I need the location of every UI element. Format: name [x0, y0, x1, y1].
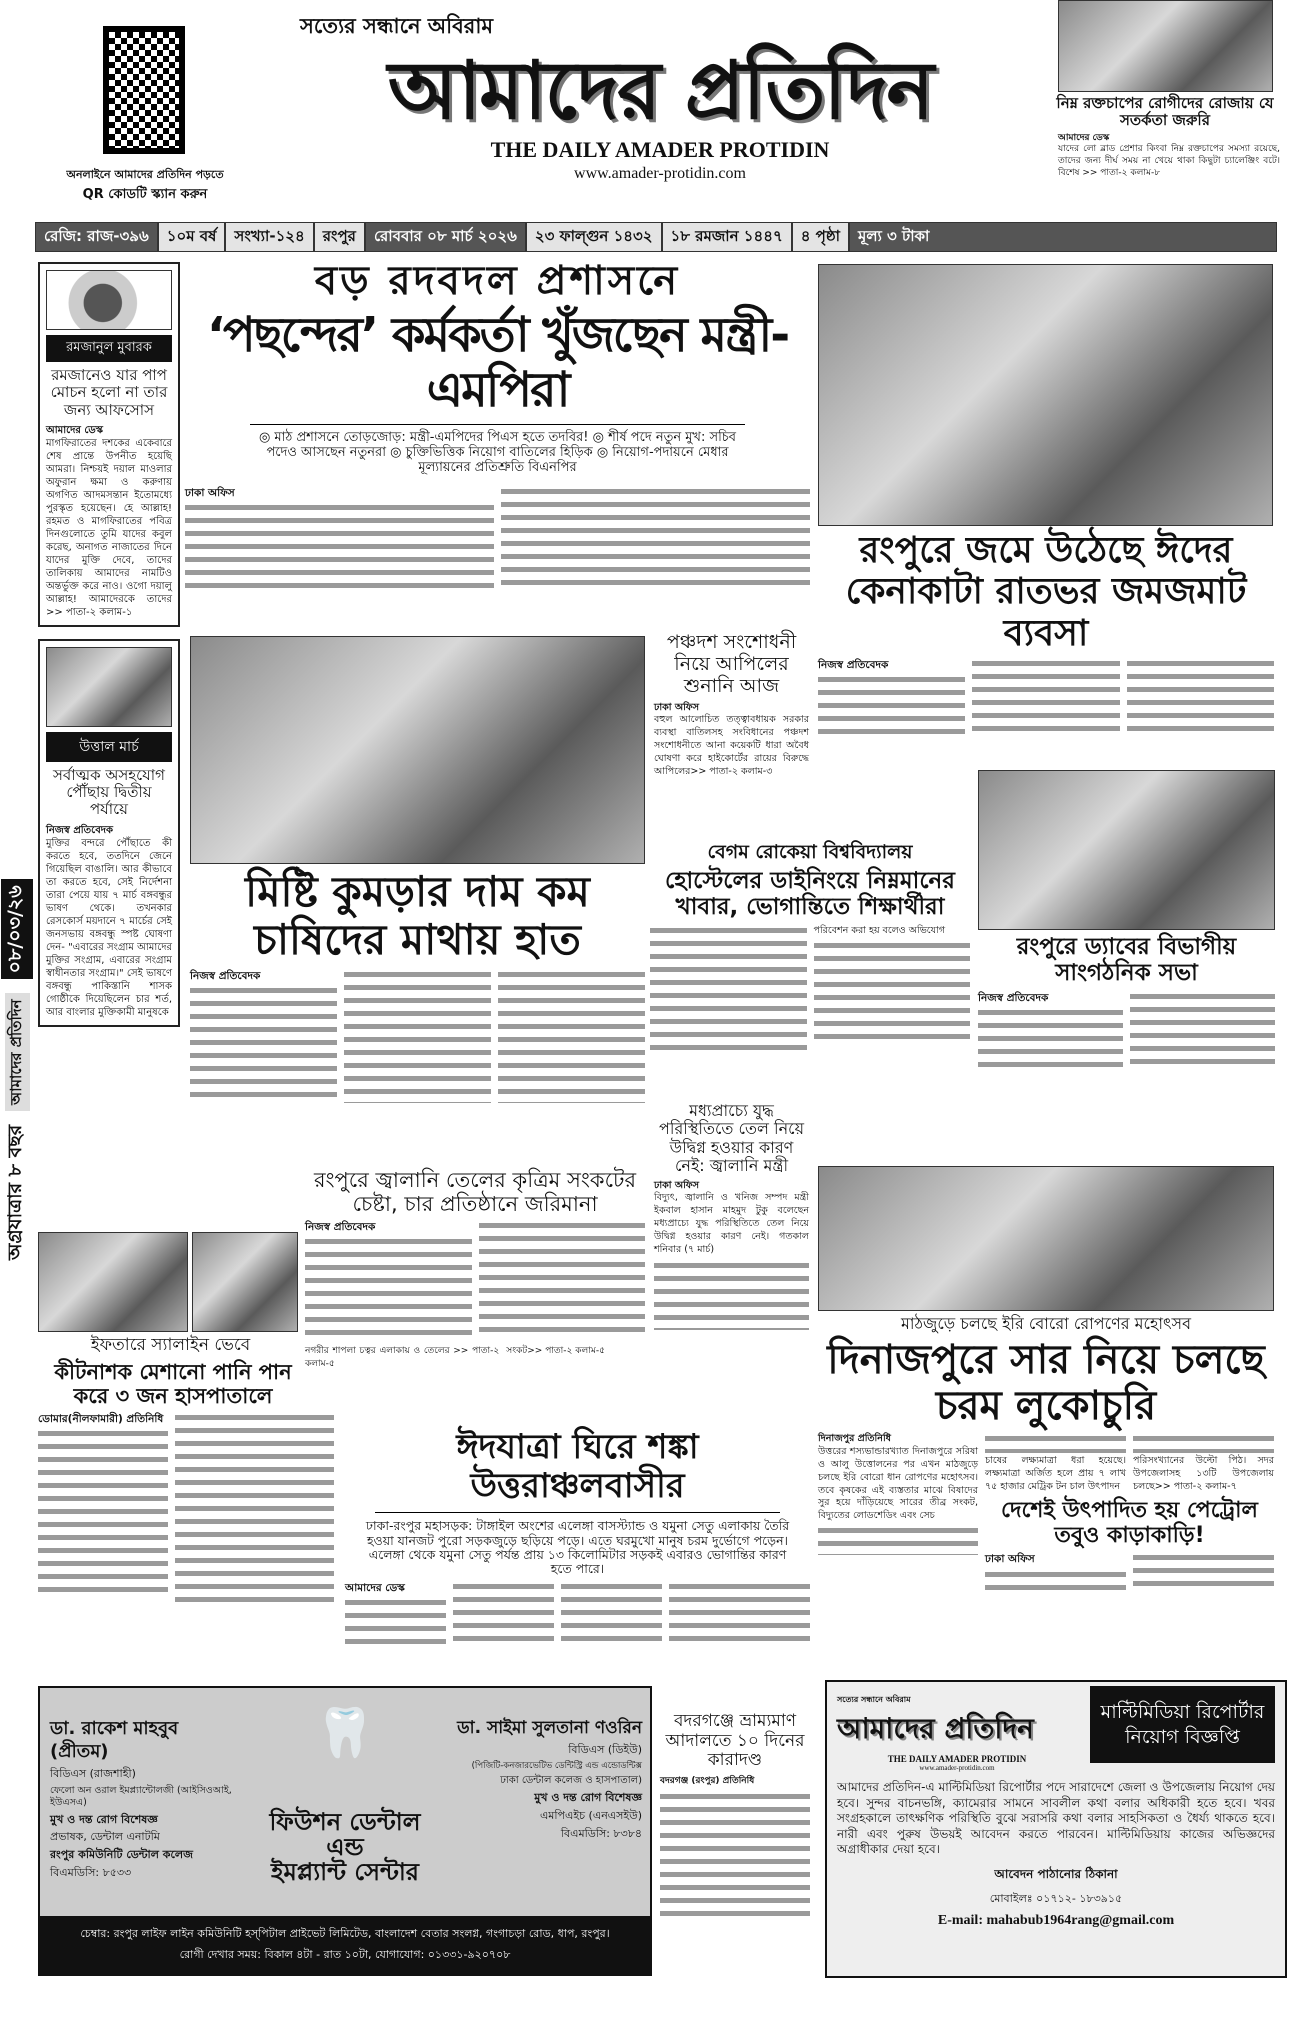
eid-travel-body	[453, 1581, 554, 1645]
article-body: মাগফিরাতের দশকের একেবারে শেষ প্রান্তে উপনীত হয়েছি আমরা। নিশ্চয়ই দয়াল মাওলার অফুরান ক্ষমা ও করুণায় অগণিত আদমসন্তান ইতোমধ্যে পুরস্কৃত হয়েছেন। হে আল্লাহ! রহমত ও মাগফিরাতের পবিত্র দিনগুলোতে তুমি যাদের কবুল করেছ, অনাগত নাজাতের দিনে যাদের মুক্তি দেবে, তাদের তালিকায় আমাদের নামটিও অন্তর্ভুক্ত করে নাও। ওগো দয়ালু আল্লাহ! আমাদেরকে তাদের >> পাতা-২ কলাম-১	[46, 437, 172, 618]
dental-ad[interactable]	[38, 1686, 652, 1976]
eid-travel-headline[interactable]: ঈদযাত্রা ঘিরে শঙ্কা উত্তরাঞ্চলবাসীর	[456, 1427, 699, 1507]
doctor-1-line: রংপুর কমিউনিটি ডেন্টাল কলেজ	[50, 1848, 193, 1861]
divider	[375, 1512, 780, 1513]
byline: নিজস্ব প্রতিবেদক	[305, 1221, 376, 1234]
brur-kicker: বেগম রোকেয়া বিশ্ববিদ্যালয়	[707, 841, 913, 863]
doctor-1-name: ডা. রাকেশ মাহবুব (প্রীতম)	[50, 1718, 179, 1762]
brur-article-body	[814, 940, 971, 1044]
brur-headline[interactable]: হোস্টেলের ডাইনিংয়ে নিম্নমানের খাবার, ভোগান্তিতে শিক্ষার্থীরা	[665, 867, 955, 921]
ramadan-article	[46, 424, 172, 619]
top-right-story	[1050, 0, 1280, 179]
eid-shopping-body	[972, 658, 1119, 736]
masthead-title: আমাদের প্রতিদিন	[387, 44, 933, 137]
center-name-line: ফিউশন ডেন্টাল	[269, 1808, 421, 1836]
eid-market-photo	[818, 264, 1273, 526]
qr-caption	[60, 166, 230, 206]
doctor-2-line: এমপিএইচ (এনএসইউ)	[539, 1808, 642, 1822]
dinajpur-article	[818, 1433, 978, 1523]
top-right-headline[interactable]: নিম্ন রক্তচাপের রোগীদের রোজায় যে সতর্কতা জরুরি	[1056, 94, 1274, 130]
rice-caption: মাঠজুড়ে চলছে ইরি বোরো রোপণের মহোৎসব	[900, 1314, 1192, 1333]
dental-center-name	[242, 1810, 448, 1886]
lead-article-body	[185, 502, 494, 592]
logo-title: আমাদের প্রতিদিন	[837, 1712, 1034, 1745]
byline: আমাদের ডেস্ক	[1058, 132, 1110, 143]
ramadan-tag: রমজানুল মুবারক	[46, 335, 172, 362]
lead-story	[185, 258, 810, 592]
doctor-2-line: (পিজিটি-কনজারভেটিভ ডেন্টিস্ট্রি এন্ড এন্ডোডন্টিক্স	[471, 1761, 642, 1771]
article-body: মুক্তির বন্দরে পৌঁছাতে কী করতে হবে, ততদিনে জেনে গিয়েছিল বাঙালি। আর কীভাবে তা করতে হবে, সেই নির্দেশনা তারা পেয়ে যায় ৭ মার্চ বঙ্গবন্ধুর ভাষণ থেকে। তখনকার রেসকোর্স ময়দানে ৭ মার্চের সেই জনসভায় বঙ্গবন্ধু স্পষ্ট ঘোষণা দেন- "এবারের সংগ্রাম আমাদের মুক্তির সংগ্রাম, এবারের সংগ্রাম স্বাধীনতার সংগ্রাম।" সেই ভাষণে বঙ্গবন্ধু পাকিস্তানি শাসক গোষ্ঠীকে দিয়েছিলেন চার শর্ত, আর বাংলার মুক্তিকামী মানুষকে	[46, 837, 172, 1018]
rice-planting-photo	[818, 1166, 1274, 1311]
dab-story	[978, 770, 1275, 1067]
pumpkin-farmer-photo	[190, 636, 645, 864]
registration: রেজি: রাজ-৩৯৬	[36, 223, 159, 251]
article-body: উত্তরের শস্যভান্ডারখ্যাত দিনাজপুরে সরিষা ও আলু উত্তোলনের পর এখন মাঠজুড়ে চলছে ইরি বোরো ধান রোপণের মহোৎসব। তবে কৃষকের এই ব্যস্ততার মাঝে বিষাদের সুর হয়ে দাঁড়িয়েছে সারের তীব্র সংকট, বিদ্যুতের লোডশেডিং এবং সেচ	[818, 1446, 978, 1522]
pumpkin-headline[interactable]: মিষ্টি কুমড়ার দাম কম চাষিদের মাথায় হাত	[245, 867, 590, 965]
eid-shopping-body	[1127, 658, 1274, 736]
petrol-byline	[985, 1552, 1126, 1566]
pumpkin-article-body	[498, 969, 645, 1103]
logo-website: www.amader-protidin.com	[919, 1764, 995, 1772]
byline: ঢাকা অফিস	[654, 1179, 700, 1191]
dab-byline	[978, 991, 1123, 1005]
fuel-article-body	[479, 1220, 646, 1340]
eid-shopping-byline	[818, 658, 965, 672]
badarganj-story	[660, 1712, 810, 1921]
job-ad-body: আমাদের প্রতিদিন-এ মাল্টিমিডিয়া রিপোর্টার পদে সারাদেশে জেলা ও উপজেলায় নিয়োগ দেয় হবে। সুন্দর বাচনভঙ্গি, ক্যামেরার সামনে সাবলীল কথা বলার অধিকারী হতে হবে। খবর সংগ্রহকালে তাৎক্ষণিক পরিস্থিতি বুঝে সরাসরি কথা বলার সাহসিকতা ও ধৈর্য্য থাকতে হবে। নারী এবং পুরুষ উভয়ই আবেদন করতে পারবেন। মাল্টিমিডিয়ায় কাজের অভিজ্ঞদের অগ্রাধীকার দেয়া হবে।	[837, 1780, 1275, 1857]
lead-headline[interactable]: ‘পছন্দের’ কর্মকর্তা খুঁজছেন মন্ত্রী-এমপিরা	[206, 307, 789, 419]
anniversary-date: ০৮/০৩/২৬	[1, 879, 33, 979]
middle-east-headline[interactable]: মধ্যপ্রাচ্যে যুদ্ধ পরিস্থিতিতে তেল নিয়ে উদ্বিগ্ন হওয়ার কারণ নেই: জ্বালানি মন্ত্রী	[659, 1101, 804, 1176]
doctor-1-line: প্রভাষক, ডেন্টাল এনাটমি	[50, 1830, 160, 1844]
byline: বদরগঞ্জ (রংপুর) প্রতিনিধি	[660, 1775, 755, 1786]
poison-byline	[38, 1412, 168, 1426]
doctor-2-line: বিডিএস (ডিইউ)	[568, 1743, 642, 1757]
fuel-article-body	[305, 1236, 472, 1341]
anniversary-strip	[2, 690, 32, 1260]
byline: দিনাজপুর প্রতিনিধি	[818, 1433, 891, 1445]
eid-travel-body	[669, 1581, 810, 1645]
dental-ad-footer	[40, 1916, 650, 1974]
lead-article-body	[501, 486, 810, 591]
ramadan-headline[interactable]: রমজানেও যার পাপ মোচন হলো না তার জন্য আফসোস	[50, 366, 168, 419]
date-bengali: ২৩ ফাল্গুন ১৪৩২	[527, 223, 663, 251]
doctor-1-line: মুখ ও দন্ত রোগ বিশেষজ্ঞ	[50, 1812, 158, 1826]
doctor-2-name: ডা. সাইমা সুলতানা ণওরিন	[457, 1718, 642, 1738]
middle-east-article	[654, 1180, 809, 1257]
fuel-jump[interactable]: সংকট>> পাতা-২ কলাম-৫	[506, 1346, 605, 1357]
lead-deck: ◎ মাঠ প্রশাসনে তোড়জোড়: মন্ত্রী-এমপিদের পিএস হতে তদবির! ◎ শীর্ষ পদে নতুন মুখ: সচিব পদেও আসছেন নতুনরা ◎ চুক্তিভিত্তিক নিয়োগ বাতিলের হিড়িক ◎ নিয়োগ-পদায়নে মেধার মূল্যায়নের প্রতিশ্রুতি বিএনপির	[258, 430, 737, 476]
masthead-slogan: সত্যের সন্ধানে অবিরাম	[300, 14, 494, 38]
dab-meeting-photo	[978, 770, 1275, 930]
job-ad-title	[1090, 1686, 1275, 1763]
petrol-article-body	[985, 1569, 1126, 1595]
logo-english: THE DAILY AMADER PROTIDIN	[887, 1754, 1027, 1764]
dab-headline[interactable]: রংপুরে ড্যাবের বিভাগীয় সাংগঠনিক সভা	[1016, 934, 1237, 987]
article-body: বহুল আলোচিত তত্ত্বাবধায়ক সরকার ব্যবস্থা বাতিলসহ সংবিধানের পঞ্চদশ সংশোধনীতে আনা কয়েকটি ধারা অবৈধ ঘোষণা করে হাইকোর্টের রায়ের বিরুদ্ধে আপিলের>> পাতা-২ কলাম-৩	[654, 714, 809, 777]
lead-byline	[185, 486, 494, 500]
uttal-article	[46, 824, 172, 1019]
job-ad-mobile[interactable]: মোবাইলঃ ০১৭১২- ১৮৩৯১৫	[989, 1891, 1123, 1905]
badarganj-article-body	[660, 1791, 810, 1921]
dab-article-body	[1130, 991, 1275, 1065]
eid-shopping-story	[818, 530, 1274, 738]
byline: ঢাকা অফিস	[185, 487, 235, 500]
fuel-headline[interactable]: রংপুরে জ্বালানি তেলের কৃত্রিম সংকটের চেষ্টা, চার প্রতিষ্ঠানে জরিমানা	[313, 1168, 637, 1217]
uttal-tag: উত্তাল মার্চ	[46, 732, 172, 762]
dinajpur-article-body	[818, 1525, 978, 1555]
eid-shopping-headline[interactable]: রংপুরে জমে উঠেছে ঈদের কেনাকাটা রাতভর জমজমাট ব্যবসা	[845, 530, 1247, 654]
issue-info-bar	[35, 222, 1277, 252]
dinajpur-body-col2: চাষের লক্ষ্যমাত্রা ধরা হয়েছে। লক্ষ্যমাত্রা অর্জিত হলে প্রায় ৭ লাখ ৭৫ হাজার মেট্রিক টন চাল উৎপাদন	[985, 1455, 1126, 1493]
doctor-1	[50, 1718, 236, 1880]
hospital-patient-photo	[38, 1232, 188, 1332]
left-column	[38, 262, 180, 1027]
blood-pressure-photo	[1058, 0, 1273, 92]
byline: ঢাকা অফিস	[985, 1553, 1035, 1566]
job-title-line: নিয়োগ বিজ্ঞপ্তি	[1125, 1725, 1240, 1748]
dinajpur-headline[interactable]: দিনাজপুরে সার নিয়ে চলছে চরম লুকোচুরি	[827, 1337, 1265, 1430]
middle-east-story	[654, 1102, 809, 1330]
amendment-headline[interactable]: পঞ্চদশ সংশোধনী নিয়ে আপিলের শুনানি আজ	[666, 631, 797, 697]
amendment-article	[654, 702, 809, 779]
date-hijri: ১৮ রমজান ১৪৪৭	[663, 223, 793, 251]
chamber-address: চেম্বার: রংপুর লাইফ লাইন কমিউনিটি হস্‌পিটাল প্রাইভেট লিমিটেড, বাংলাদেশ বেতার সংলগ্ন, গংগাচড়া রোড, ধাপ, রংপুর।	[80, 1927, 610, 1940]
uttal-march-box	[38, 639, 180, 1027]
page-count: ৪ পৃষ্ঠা	[793, 223, 850, 251]
masthead	[290, 10, 1030, 183]
amendment-story	[654, 632, 809, 778]
poison-headline[interactable]: কীটনাশক মেশানো পানি পান করে ৩ জন হাসপাতালে	[54, 1359, 292, 1408]
job-title-line: মাল্টিমিডিয়া রিপোর্টার	[1100, 1701, 1265, 1723]
brur-story	[650, 842, 970, 1055]
top-right-article	[1050, 133, 1280, 180]
byline: নিজস্ব প্রতিবেদক	[978, 991, 1049, 1004]
job-ad-logo	[837, 1686, 1077, 1772]
eid-travel-byline	[345, 1581, 446, 1595]
byline: নিজস্ব প্রতিবেদক	[46, 824, 114, 836]
dinajpur-body-col3: পরিসংখ্যানের উল্টো পিঠ। সদর উপজেলাসহ ১৩টি উপজেলায় চলছে>> পাতা-২ কলাম-৭	[1133, 1455, 1274, 1493]
uttal-headline[interactable]: সর্বাত্মক অসহযোগ পৌঁছায় দ্বিতীয় পর্যায়ে	[53, 765, 165, 819]
pumpkin-article-body	[344, 969, 491, 1103]
anniversary-text: অগ্রযাত্রার ৮ বছর	[4, 1124, 26, 1260]
divider	[250, 424, 745, 425]
issue-number: সংখ্যা-১২৪	[226, 223, 314, 251]
date-gregorian: রোববার ০৮ মার্চ ২০২৬	[366, 223, 527, 251]
byline: আমাদের ডেস্ক	[345, 1581, 405, 1594]
poison-article-body	[175, 1412, 334, 1602]
doctor-2	[454, 1718, 642, 1840]
qr-code[interactable]	[103, 26, 185, 154]
fuel-story	[305, 1168, 645, 1370]
doctor-1-line: ফেলো অন ওরাল ইমপ্ল্যান্টোলজী (আইসিওআই, ইউএসএ)	[50, 1784, 232, 1808]
dinajpur-article-body	[985, 1433, 1126, 1453]
doctor-1-line: বিএমডিসি: ৮৫৩৩	[50, 1865, 132, 1879]
job-ad-address-label: আবেদন পাঠানোর ঠিকানা	[994, 1866, 1118, 1881]
masthead-website[interactable]: www.amader-protidin.com	[574, 165, 746, 182]
doctor-2-line: বিএমডিসি: ৮৩৮৪	[560, 1826, 642, 1840]
ramadan-box	[38, 262, 180, 627]
byline: ডোমার(নীলফামারী) প্রতিনিধি	[38, 1412, 164, 1425]
dinajpur-article-body	[1133, 1433, 1274, 1453]
eid-travel-deck: ঢাকা-রংপুর মহাসড়ক: টাঙ্গাইল অংশের এলেঙ্গা বাসস্ট্যান্ড ও যমুনা সেতু এলাকায় তৈরি হওয়া যানজট পুরো সড়কজুড়ে ছড়িয়ে পড়ে। এতে ঘরমুখো মানুষ চরম দুর্ভোগে পড়েন। এলেঙ্গা থেকে যমুনা সেতু পর্যন্ত প্রায় ১৩ কিলোমিটার সড়কই এবারও ভোগান্তির কারণ হতে পারে।	[365, 1518, 790, 1577]
poison-article-body	[38, 1428, 168, 1598]
qr-caption-line: QR কোডটি স্ক্যান করুন	[82, 187, 208, 202]
eid-travel-body	[345, 1597, 446, 1647]
liberation-war-illustration	[46, 647, 172, 727]
petrol-article-body	[1133, 1552, 1274, 1592]
volume: ১০ম বর্ষ	[159, 223, 227, 251]
doctor-2-line: মুখ ও দন্ত রোগ বিশেষজ্ঞ	[534, 1791, 642, 1805]
poison-kicker: ইফতারে স্যালাইন ভেবে	[90, 1335, 251, 1355]
pumpkin-article-body	[190, 985, 337, 1105]
dinajpur-story	[818, 1166, 1274, 1595]
eid-travel-story	[345, 1428, 810, 1647]
eid-travel-body	[561, 1581, 662, 1645]
byline: নিজস্ব প্রতিবেদক	[190, 969, 261, 982]
visiting-hours: রোগী দেখার সময়: বিকাল ৪টা - রাত ১০টা, যোগাযোগ: ০১৩৩১-৯২০৭০৮	[179, 1947, 511, 1961]
byline: আমাদের ডেস্ক	[46, 424, 103, 436]
pumpkin-byline	[190, 969, 337, 983]
logo-slogan: সত্যের সন্ধানে অবিরাম	[837, 1695, 911, 1704]
byline: ঢাকা অফিস	[654, 701, 700, 713]
fuel-jump[interactable]: নগরীর শাপলা চত্বর এলাকায় ও তেলের >> পাতা-২ কলাম-৫	[305, 1346, 500, 1369]
tooth-icon: 🦷	[315, 1705, 375, 1761]
city: রংপুর	[315, 223, 366, 251]
mosque-moon-illustration	[46, 270, 172, 330]
lead-kicker: বড় রদবদল প্রশাসনে	[314, 258, 681, 304]
brur-article-body	[650, 925, 807, 1055]
pumpkin-story	[190, 636, 645, 1105]
badarganj-byline	[660, 1775, 810, 1787]
brur-snippet: পরিবেশন করা হয় বলেও অভিযোগ	[813, 924, 946, 936]
job-ad-email[interactable]: E-mail: mahabub1964rang@gmail.com	[937, 1912, 1175, 1928]
qr-caption-line: অনলাইনে আমাদের প্রতিদিন পড়তে	[66, 168, 224, 181]
anniversary-paper: আমাদের প্রতিদিন	[5, 993, 30, 1110]
middle-east-article-body	[654, 1260, 809, 1330]
dab-article-body	[978, 1007, 1123, 1067]
petrol-headline[interactable]: দেশেই উৎপাদিত হয় পেট্রোল তবুও কাড়াকাড়ি!	[1001, 1497, 1258, 1549]
masthead-english-title: THE DAILY AMADER PROTIDIN	[490, 137, 830, 162]
poison-story	[38, 1232, 334, 1602]
article-body: বিদ্যুৎ, জ্বালানি ও খনিজ সম্পদ মন্ত্রী ইকবাল হাসান মাহমুদ টুকু বলেছেন মধ্যপ্রাচ্যে যুদ্ধ পরিস্থিতিতে তেল নিয়ে উদ্বিগ্ন হওয়ার কারণ নেই। গতকাল শনিবার (৭ মার্চ)	[654, 1192, 809, 1255]
article-body: যাদের লো ব্লাড প্রেশার কিংবা নিম্ন রক্তচাপের সমস্যা রয়েছে, তাদের জন্য দীর্ঘ সময় না খেয়ে থাকা কিছুটা চ্যালেঞ্জিং বটে। বিশেষ >> পাতা-২ কলাম-৮	[1058, 144, 1280, 178]
price: মূল্য ৩ টাকা	[850, 223, 1276, 251]
job-ad[interactable]	[825, 1680, 1287, 1978]
hospital-patient-photo	[192, 1232, 298, 1332]
doctor-2-line: ঢাকা ডেন্টাল কলেজ ও হাসপাতাল)	[500, 1774, 642, 1786]
byline: নিজস্ব প্রতিবেদক	[818, 659, 889, 672]
center-name-line: ইমপ্ল্যান্ট সেন্টার	[271, 1858, 419, 1887]
center-name-line: এন্ড	[326, 1833, 364, 1862]
fuel-byline	[305, 1220, 472, 1234]
doctor-1-line: বিডিএস (রাজশাহী)	[50, 1767, 136, 1780]
badarganj-headline[interactable]: বদরগঞ্জে ভ্রাম্যমাণ আদালতে ১০ দিনের কারাদণ্ড	[665, 1711, 805, 1771]
eid-shopping-body	[818, 674, 965, 738]
